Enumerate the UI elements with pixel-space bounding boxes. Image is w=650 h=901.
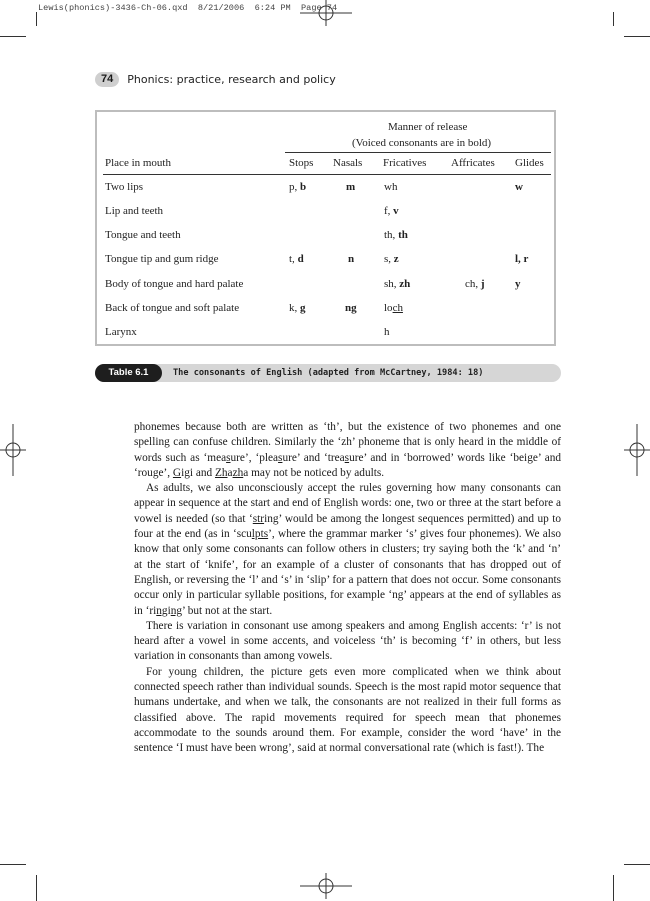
voiced-consonant: d bbox=[297, 253, 304, 265]
voiceless-consonant: th, bbox=[384, 229, 396, 241]
print-slug: Lewis(phonics)-3436-Ch-06.qxd 8/21/2006 6:24 PM Page 74 bbox=[38, 3, 338, 13]
fricatives-cell bbox=[384, 278, 410, 291]
column-header-stops: Stops bbox=[289, 157, 314, 169]
voiceless-consonant: ch, bbox=[465, 278, 479, 290]
table-row-place: Two lips bbox=[105, 181, 144, 193]
glides-cell: w bbox=[515, 181, 523, 193]
crop-mark bbox=[613, 12, 614, 26]
paragraph: For young children, the picture gets even more complicated when we think about connected speech rather than individual sounds. Speech is the most rapid motor sequence that humans undertake, and when we talk, the consonants are not realized in their full forms as classified above. The rapid movements required for speech mean that phonemes accommodate to the sounds around them. For example, consider the word ‘have’ in the sentence ‘I must have been wrong’, said at normal conversational rate (which is fast!). The bbox=[134, 665, 561, 755]
header-rule-upper bbox=[285, 152, 551, 153]
book-title: Phonics: practice, research and policy bbox=[127, 72, 336, 86]
crop-mark bbox=[624, 36, 650, 37]
nasals-cell: ng bbox=[345, 302, 357, 314]
voiced-consonant: zh bbox=[399, 278, 411, 290]
glides-cell: y bbox=[515, 278, 521, 290]
body-text bbox=[134, 420, 561, 757]
crop-mark bbox=[613, 875, 614, 901]
voiced-consonant: b bbox=[300, 181, 307, 193]
paragraph: As adults, we also unconsciously accept the rules governing how many consonants can appear in sequence at the start and end of English words: one, two or three at the start before a vowel is needed (so that ‘string’ would be among the longest sequences permitted) and up to four at the end (as in ‘sculpts’, where the grammar marker ‘s’ gives four phonemes). We also know that only some consonants can follow others in clusters; try saying both the ‘k’ and ‘n’ at the start of ‘knife’, for an example of a cluster of consonants that has dropped out of English, or reversing the ‘l’ and ‘s’ in ‘slip’ for a pattern that does not occur. Some consonants occur only in particular syllable positions, for example ‘ng’ appears at the end of syllables as in ‘ringing’ but not at the start. bbox=[134, 482, 561, 617]
column-header-fricatives: Fricatives bbox=[383, 157, 427, 169]
registration-mark-icon bbox=[300, 0, 352, 26]
stops-cell bbox=[289, 181, 306, 194]
registration-mark-icon bbox=[624, 424, 650, 476]
stops-cell bbox=[289, 253, 304, 266]
crop-mark bbox=[624, 864, 650, 865]
nasals-cell: n bbox=[348, 253, 355, 265]
fricatives-cell bbox=[384, 229, 408, 242]
table-row-place: Lip and teeth bbox=[105, 205, 164, 217]
paragraph: phonemes because both are written as ‘th’, but the existence of two phonemes and one spelling can confuse children. Similarly the ‘zh’ phoneme that is only heard in the middle of words such as ‘measure’, ‘pleasure’ and ‘treasure’ and in ‘borrowed’ words like ‘beige’ and ‘rouge’, Gigi and Zhazha may not be noticed by adults. bbox=[134, 421, 562, 479]
column-header-affricates: Affricates bbox=[451, 157, 495, 169]
fricatives-cell: h bbox=[384, 326, 390, 338]
glides-cell: l, r bbox=[515, 253, 529, 265]
page-number: 74 bbox=[95, 72, 119, 87]
running-head bbox=[95, 71, 336, 87]
column-header-place: Place in mouth bbox=[105, 157, 171, 169]
table-caption-text: The consonants of English (adapted from McCartney, 1984: 18) bbox=[173, 368, 484, 378]
example-word: lo bbox=[384, 302, 393, 314]
voiced-consonant: v bbox=[393, 205, 399, 217]
registration-mark-icon bbox=[300, 873, 352, 899]
crop-mark bbox=[36, 12, 37, 26]
crop-mark bbox=[0, 36, 26, 37]
example-word-underlined: ch bbox=[392, 302, 403, 314]
voiceless-consonant: t, bbox=[289, 253, 295, 265]
registration-mark-icon bbox=[0, 424, 26, 476]
column-header-glides: Glides bbox=[515, 157, 544, 169]
table-number-badge: Table 6.1 bbox=[95, 364, 162, 382]
stops-cell bbox=[289, 302, 306, 315]
voiced-consonant: g bbox=[300, 302, 306, 314]
table-row-place: Tongue and teeth bbox=[105, 229, 181, 241]
header-rule-lower bbox=[103, 174, 551, 175]
table-row-place: Back of tongue and soft palate bbox=[105, 302, 240, 314]
voiceless-consonant: k, bbox=[289, 302, 298, 314]
crop-mark bbox=[36, 875, 37, 901]
consonant-table bbox=[95, 110, 556, 346]
voiceless-consonant: sh, bbox=[384, 278, 397, 290]
crop-mark bbox=[0, 864, 26, 865]
table-row-place: Body of tongue and hard palate bbox=[105, 278, 244, 290]
voiceless-consonant: s, bbox=[384, 253, 392, 265]
voiced-consonant: j bbox=[480, 278, 485, 290]
table-heading: Manner of release bbox=[388, 121, 468, 133]
fricatives-cell bbox=[384, 253, 399, 266]
voiced-consonant: z bbox=[393, 253, 399, 265]
table-row-place: Tongue tip and gum ridge bbox=[105, 253, 219, 265]
paragraph: There is variation in consonant use among speakers and among English accents: ‘r’ is not heard after a vowel in some accents, and voiceless ‘th’ is becoming ‘f’ in others, but less variation in consonants than among vowels. bbox=[134, 619, 561, 663]
table-subheading: (Voiced consonants are in bold) bbox=[352, 137, 492, 149]
fricatives-cell: wh bbox=[384, 181, 398, 193]
voiceless-consonant: p, bbox=[289, 181, 298, 193]
column-header-nasals: Nasals bbox=[333, 157, 363, 169]
voiceless-consonant: f, bbox=[384, 205, 391, 217]
nasals-cell: m bbox=[346, 181, 356, 193]
affricates-cell bbox=[465, 278, 485, 291]
voiced-consonant: th bbox=[398, 229, 408, 241]
fricatives-cell bbox=[384, 205, 399, 218]
table-caption bbox=[95, 364, 561, 382]
fricatives-cell bbox=[384, 302, 403, 315]
table-row-place: Larynx bbox=[105, 326, 137, 338]
